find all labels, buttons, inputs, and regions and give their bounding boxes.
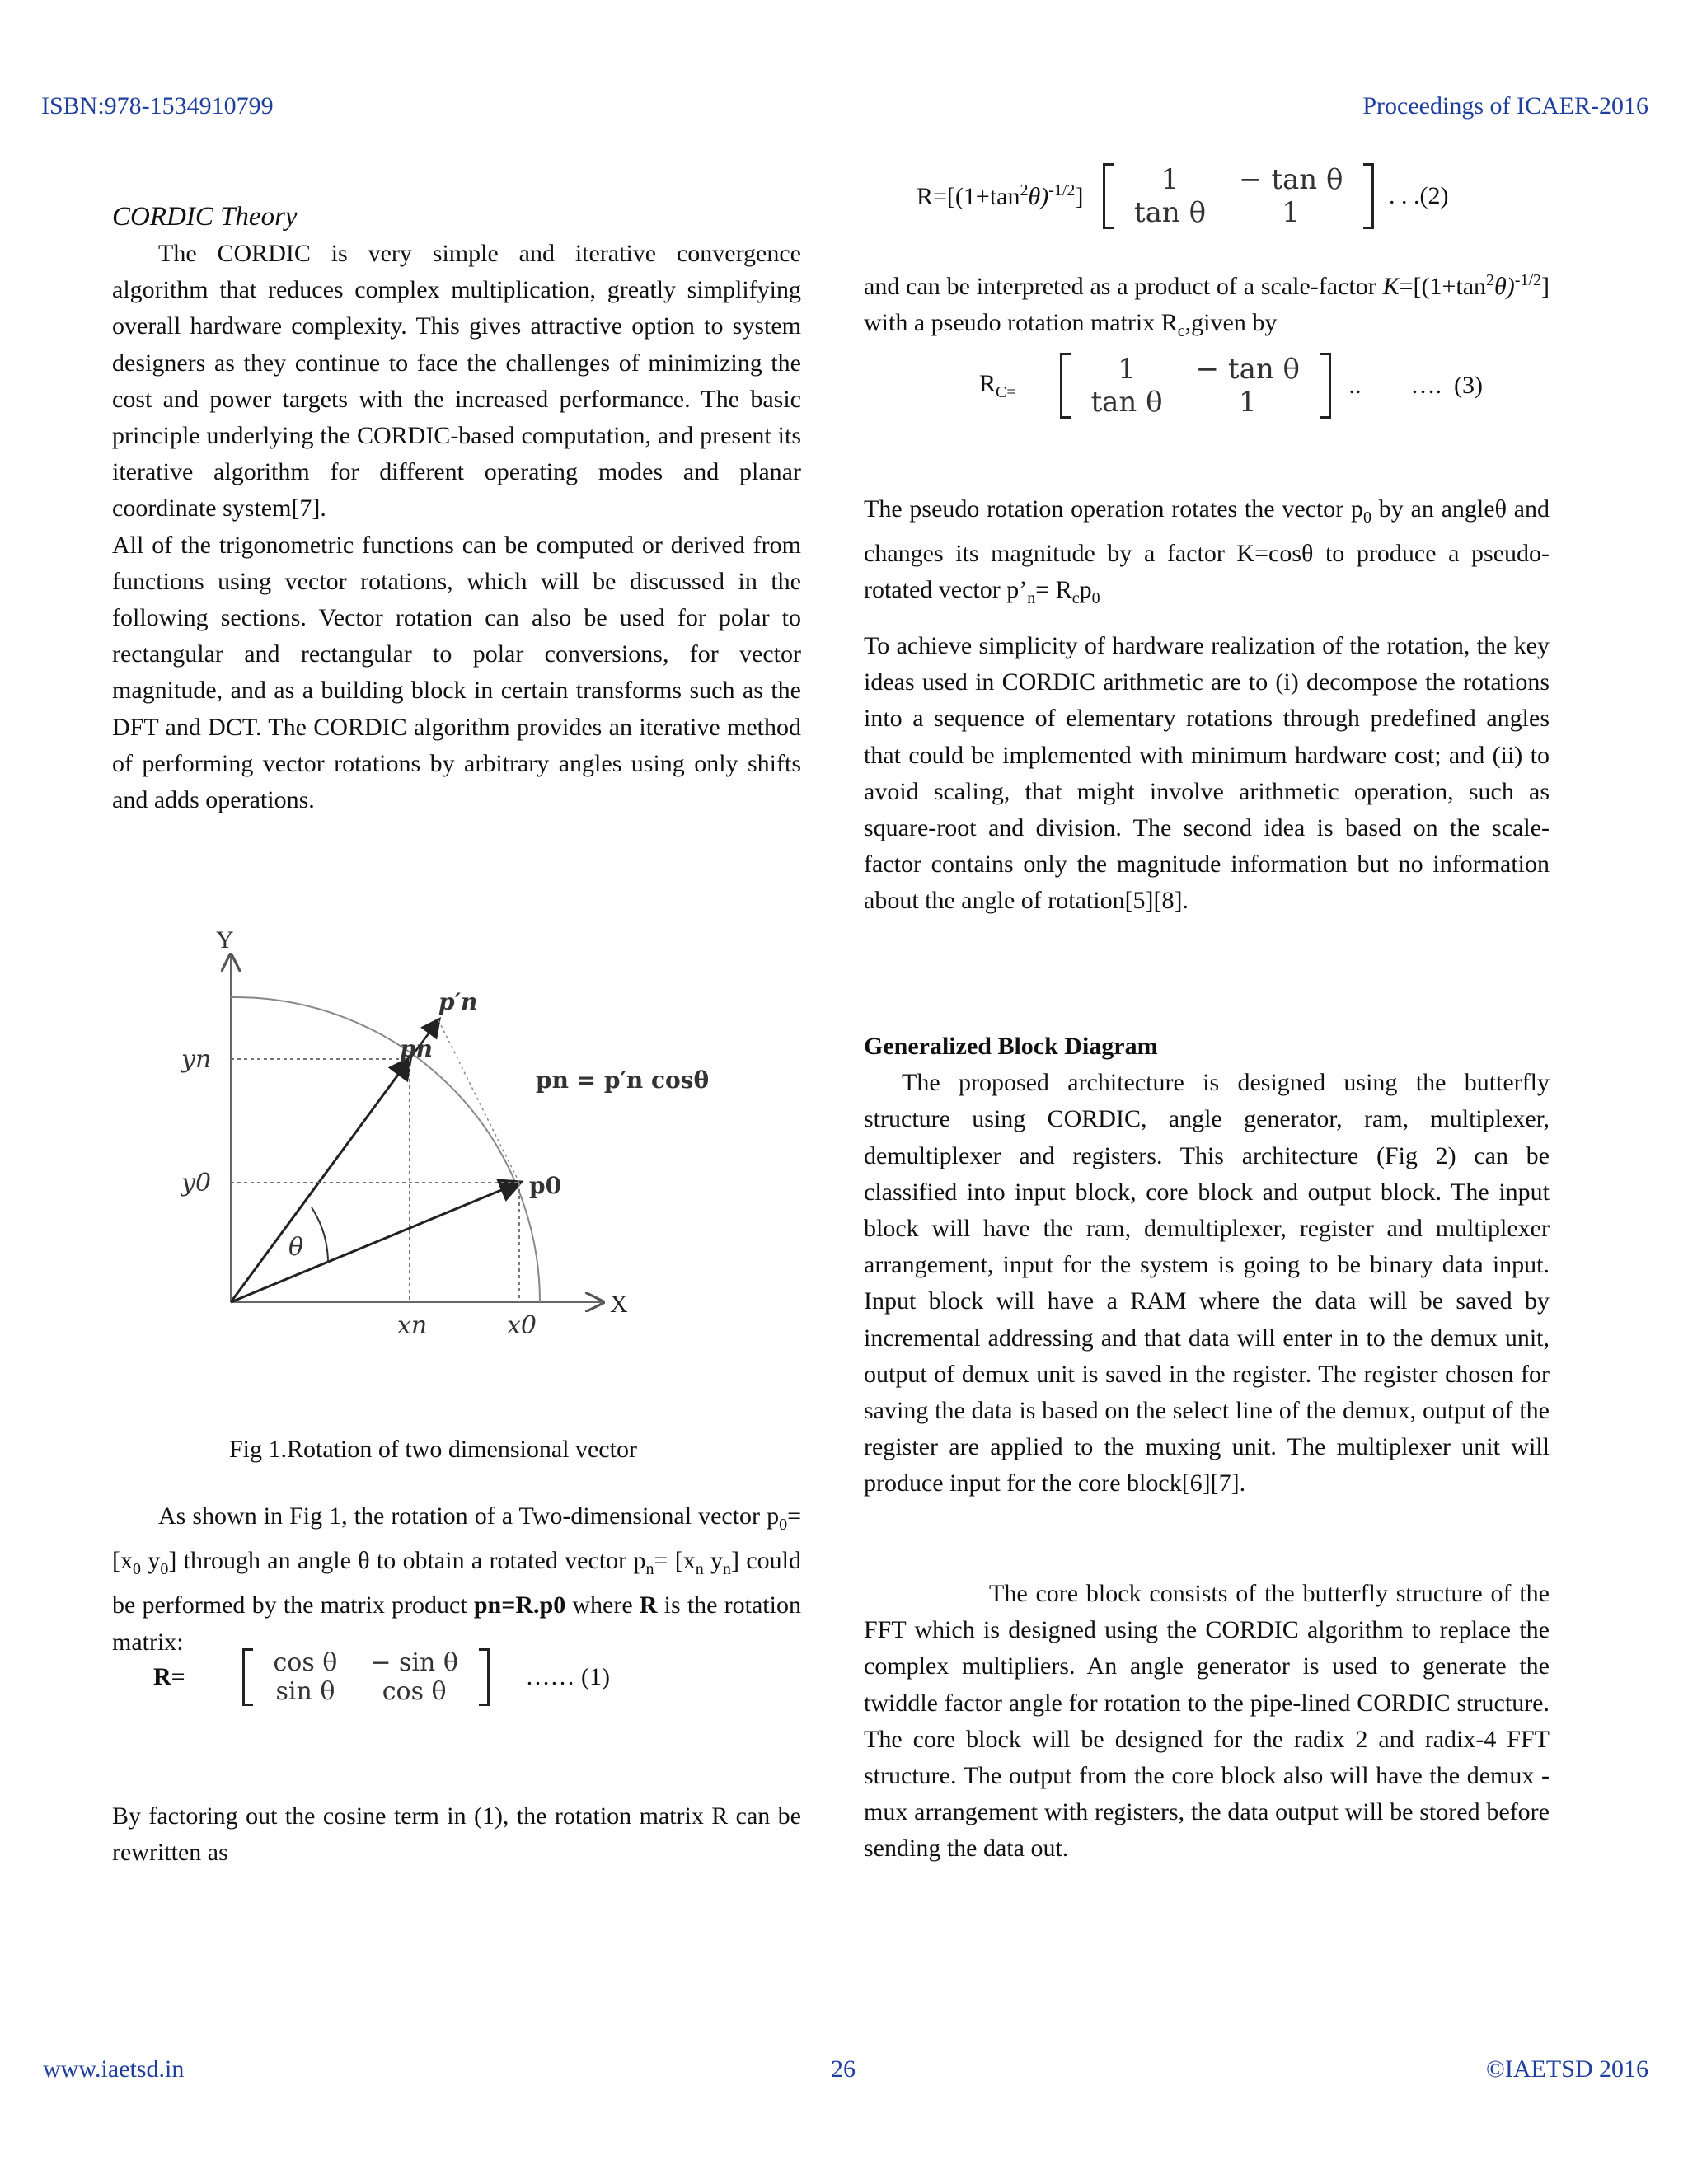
text-run: where	[565, 1591, 640, 1619]
label-pn: pn	[400, 1035, 433, 1062]
figure-vector-rotation	[173, 923, 717, 1385]
text-run: ,given by	[1184, 309, 1278, 337]
right-para-pseudo	[864, 491, 1550, 617]
eq3-label	[979, 370, 1053, 402]
text-run: by an angleθ and changes its magnitude by a factor K=cosθ to produce a pseudo-rotated vector p’	[864, 495, 1550, 604]
eq1-m22: cos θ	[382, 1677, 447, 1706]
text-run: θ)	[1494, 273, 1515, 300]
equation-1	[153, 1648, 610, 1706]
paragraph-hardware-simplicity: To achieve simplicity of hardware realization of the rotation, the key ideas used in CORDIC arithmetic are to (i) decompose the rotations into a sequence of elementary rotations through predefined angles that could be implemented with minimum hardware cost; and (ii) to avoid scaling, that might involve arithmetic operation, such as square-root and division. The second idea is based on the scale-factor contains only the magnitude information but no information about the angle of rotation[5][8].	[864, 632, 1550, 915]
text-run: p	[1079, 576, 1092, 604]
section-title-block-diagram: Generalized Block Diagram	[864, 1033, 1158, 1060]
label-x0: x0	[507, 1311, 537, 1340]
text-run: C=	[996, 382, 1016, 401]
paragraph-core-block: The core block consists of the butterfly structure of the FFT which is designed using the CORDIC algorithm to replace the complex multipliers. An angle generator is used to generate the twiddle factor angle for rotation to the pipe-lined CORDIC structure. The core block will be designed for the radix 2 and radix-4 FFT structure. The output from the core block also will have the demux - mux arrangement with registers, the data output will be stored before sending the data out.	[864, 1580, 1550, 1863]
text-run: = [x	[654, 1547, 696, 1575]
paragraph-architecture: The proposed architecture is designed using the butterfly structure using CORDIC, angle generator, ram, multiplexer, demultiplexer and registers. This architecture (Fig 2) can be classified into input block, core block and output block. The input block will have the ram, demultiplexer, register and multiplexer arrangement, input for the system is going to be binary data input. Input block will have a RAM where the data will be saved by incremental addressing and that data will enter in to the demux unit, output of demux unit is saved in the register. The register chosen for saving the data is based on the select line of the demux, output of the register are applied to the muxing unit. The multiplexer unit will produce input for the core block[6][7].	[864, 1069, 1550, 1497]
text-run: As shown in Fig 1, the rotation of a Two-dimensional vector p	[158, 1502, 780, 1530]
label-y0: y0	[181, 1169, 212, 1197]
text-run: y	[141, 1547, 161, 1575]
left-lower-text	[112, 1498, 801, 1661]
eq2-m12: − tan θ	[1239, 163, 1343, 196]
section-title-cordic: CORDIC Theory	[112, 202, 298, 232]
eq1-number: …… (1)	[525, 1663, 610, 1690]
right-core-block	[864, 1576, 1550, 1868]
text-run: is the rotation matrix:	[112, 1591, 801, 1656]
text-run: ] with a pseudo rotation matrix R	[864, 273, 1550, 337]
text-run: The pseudo rotation operation rotates the vector p	[864, 495, 1364, 523]
x-axis-label: X	[610, 1291, 628, 1318]
page-number: 26	[831, 2055, 856, 2083]
rotation-arc	[231, 997, 540, 1302]
eq3-m12: − tan θ	[1195, 353, 1301, 386]
text-run: =[(1+tan	[1399, 273, 1487, 300]
paragraph-cordic-intro: The CORDIC is very simple and iterative convergence algorithm that reduces complex multiplication, greatly simplifying overall hardware complexity. This gives attractive option to system designers as they continue to face the challenges of minimizing the cost and power targets with the increased performance. The basic principle underlying the CORDIC-based computation, and present its iterative algorithm for different operating modes and planar coordinate system[7].	[112, 240, 801, 523]
eq1-m21: sin θ	[275, 1677, 335, 1706]
label-yn: yn	[181, 1045, 212, 1074]
dotted-chord	[438, 1020, 519, 1183]
left-column	[112, 198, 801, 818]
paragraph-scale-factor: and can be interpreted as a product of a scale-factor $K=[(1+\tan^2\theta)^{-1/2}]$ with a pseudo rotation matrix $R_c,given$ by	[864, 271, 1550, 341]
text-run: ] through an angle θ to obtain a rotated vector p	[168, 1547, 646, 1575]
eq1-m12: − sin θ	[370, 1648, 458, 1677]
equation-2	[917, 163, 1448, 229]
proceedings-header: Proceedings of ICAER-2016	[1362, 92, 1648, 120]
eq3-m21: tan θ	[1090, 386, 1163, 419]
bold-equation: pn=R.p0	[473, 1591, 566, 1619]
text-run: θ)	[1028, 183, 1049, 210]
eq3-m11: 1	[1118, 353, 1136, 386]
label-theta: θ	[288, 1233, 304, 1262]
paragraph-trig-functions: All of the trigonometric functions can be computed or derived from functions using vector rotations, which will be discussed in the following sections. Vector rotation can also be used for polar to rectangular and rectangular to polar conversions, for vector magnitude, and as a building block in certain transforms such as the DFT and DCT. The CORDIC algorithm provides an iterative method of performing vector rotations by arbitrary angles using only shifts and adds operations.	[112, 531, 801, 814]
bold-r: R	[639, 1591, 658, 1619]
website-footer[interactable]: www.iaetsd.in	[43, 2055, 185, 2083]
eq1-label: R=	[153, 1663, 185, 1690]
text-run: -1/2	[1048, 181, 1076, 199]
label-p0: p0	[529, 1172, 562, 1199]
text-run: ]	[1075, 183, 1084, 210]
right-para-simplicity	[864, 628, 1550, 920]
right-para-scale	[864, 262, 1550, 349]
figure-caption: Fig 1.Rotation of two dimensional vector	[229, 1436, 637, 1463]
eq2-m22: 1	[1282, 196, 1301, 229]
paragraph-rotation-explanation: As shown in Fig 1, the rotation of a Two-dimensional vector $p_0=[x_0$ $y_0$] through an angle θ to obtain a rotated vector $p_n= [x_n$ $y_n$] could be performed by the matrix product pn=R.p0 where R is the rotation matrix:	[112, 1502, 801, 1656]
paragraph-factoring: By factoring out the cosine term in (1), the rotation matrix R can be rewritten as	[112, 1802, 801, 1867]
eq2-m21: tan θ	[1133, 196, 1207, 229]
text-run: R	[979, 369, 996, 397]
isbn-header: ISBN:978-1534910799	[41, 92, 274, 120]
label-pn-prime: p′n	[438, 988, 478, 1015]
text-run: ] could be performed by the matrix product	[112, 1547, 801, 1619]
eq3-matrix	[1060, 353, 1332, 419]
text-run: and can be interpreted as a product of a scale-factor	[864, 273, 1383, 300]
eq1-matrix	[242, 1648, 490, 1706]
eq3-number: .. …. (3)	[1348, 372, 1483, 399]
paragraph-pseudo-rotation: The pseudo rotation operation rotates the vector $p_0$ by an angleθ and changes its magnitude by a factor K=cosθ to produce a pseudo-rotated vector $p’_n= R_cp_0$	[864, 495, 1550, 608]
theta-arc	[312, 1207, 328, 1263]
y-axis-label: Y	[216, 926, 234, 954]
figure-equation: pn = p′n cosθ	[536, 1066, 710, 1094]
text-run: y	[703, 1547, 724, 1575]
eq2-number: . . .(2)	[1388, 182, 1449, 209]
text-run: R=[(1+tan	[917, 183, 1020, 210]
right-block-diagram-section	[864, 1029, 1550, 1502]
left-final-text	[112, 1798, 801, 1871]
text-run: =[x	[112, 1502, 801, 1575]
eq2-m11: 1	[1160, 163, 1179, 196]
text-run: = R	[1035, 576, 1072, 604]
eq2-matrix	[1103, 163, 1375, 229]
equation-3	[979, 353, 1483, 419]
eq3-m22: 1	[1238, 386, 1257, 419]
eq2-prefix: $R=[(1+\tan^2\theta)^{-1/2}]$	[917, 181, 1084, 210]
eq1-m11: cos θ	[273, 1648, 338, 1677]
text-run: K	[1382, 273, 1400, 300]
label-xn: xn	[397, 1311, 428, 1340]
copyright-footer: ©IAETSD 2016	[1486, 2055, 1648, 2083]
